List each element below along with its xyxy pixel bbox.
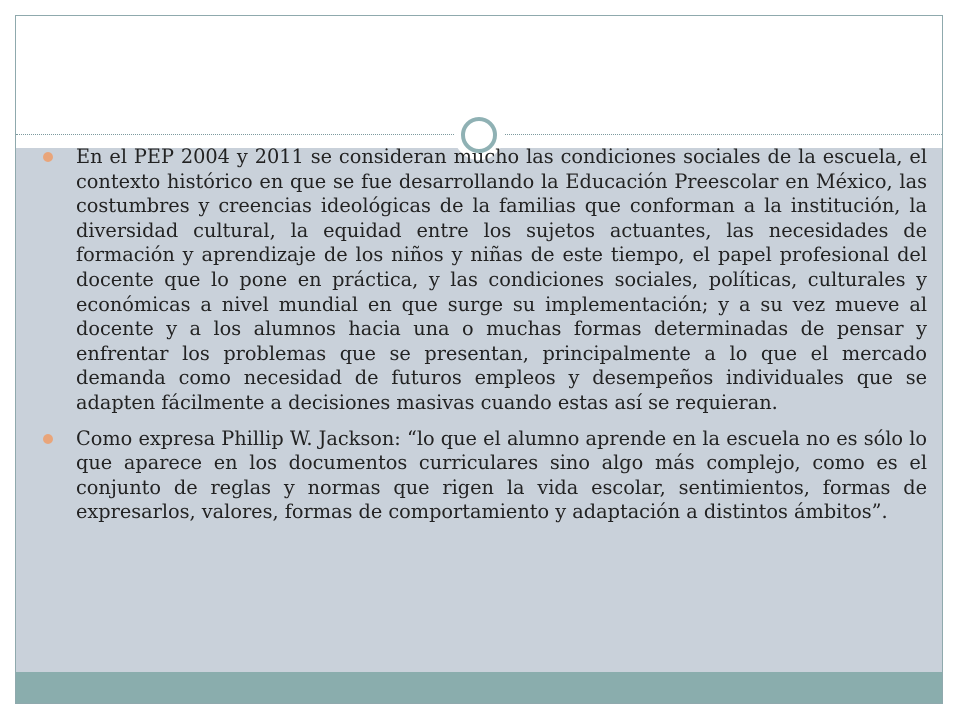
bullet-item <box>56 427 927 525</box>
bullet-text: Como expresa Phillip W. Jackson: “lo que el alumno aprende en la escuela no es sólo lo que aparece en los documentos curriculares sino algo más complejo, como es el conjunto de reglas y normas que rigen la vida escolar, sentimientos, formas de expresarlos, valores, formas de comportamiento y adaptación a distintos ámbitos”. <box>76 426 927 524</box>
footer-band <box>16 672 942 704</box>
bullet-item <box>56 145 927 416</box>
bullet-text: En el PEP 2004 y 2011 se consideran mucho las condiciones sociales de la escuela, el contexto histórico en que se fue desarrollando la Educación Preescolar en México, las costumbres y creencias ideológicas de la familias que conforman a la institución, la diversidad cultural, la equidad entre los sujetos actuantes, las necesidades de formación y aprendizaje de los niños y niñas de este tiempo, el papel profesional del docente que lo pone en práctica, y las condiciones sociales, políticas, culturales y económicas a nivel mundial en que surge su implementación; y a su vez mueve al docente y a los alumnos hacia una o muchas formas determinadas de pensar y enfrentar los problemas que se presentan, principalmente a lo que el mercado demanda como necesidad de futuros empleos y desempeños individuales que se adapten fácilmente a decisiones masivas cuando estas así se requieran. <box>76 145 927 414</box>
bullet-list <box>56 145 927 536</box>
bullet-dot-icon <box>43 152 53 162</box>
bullet-dot-icon <box>43 434 53 444</box>
